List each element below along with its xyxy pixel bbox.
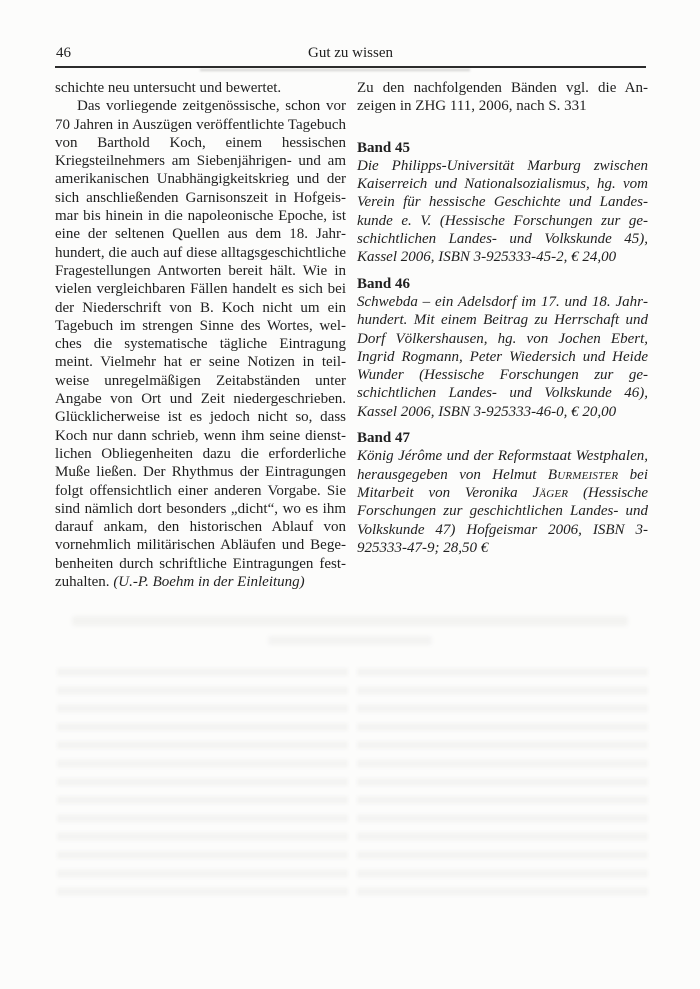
band-heading: Band 45 (357, 139, 410, 156)
editor-credit: (U.-P. Boehm in der Einleitung) (113, 574, 305, 591)
band-description: Die Philipps-Universität Marburg zwischen Kaiserreich und Nationalsozialismus, hg. vom Verein für hessische Geschichte und Landeskunde e. V. (Hessische Forschungen zur geschichtlichen Landes- und Volkskunde 45), Kassel 2006, ISBN 3-925333-45-2, € 24,00 (357, 157, 648, 266)
header-rule-smudge (200, 69, 470, 71)
author-name-smallcaps: Burmeister (547, 466, 619, 483)
bleedthrough-right-column (357, 668, 648, 896)
bleedthrough-heading-line (72, 616, 628, 626)
band-description: Schwebda – ein Adelsdorf im 17. und 18. Jahrhundert. Mit einem Beitrag zu Herrschaft und Dorf Völkershausen, hg. von Jochen Ebert, Ingrid Rogmann, Peter Wiedersich und Heide Wunder (Hessische Forschungen zur geschichtlichen Landes- und Volkskunde 46), Kassel 2006, ISBN 3-925333-46-0, € 20,00 (357, 293, 648, 420)
band-text-segment: (Hessische Forschungen zur geschichtlichen Landes- und Volkskunde 47) Hofgeismar 2006, ISBN 3-925333-47-9; 28,50 € (357, 484, 648, 556)
intro-note: Zu den nachfolgenden Bänden vgl. die Anzeigen in ZHG 111, 2006, nach S. 331 (357, 80, 648, 115)
left-text-column (55, 79, 346, 591)
bleedthrough-left-column (57, 668, 348, 896)
band-heading: Band 46 (357, 275, 410, 292)
paragraph-main (55, 97, 346, 591)
band-entry-45 (357, 139, 648, 267)
band-description (357, 447, 648, 557)
author-name-smallcaps: Jäger (532, 484, 569, 501)
page-header (55, 45, 646, 69)
running-title: Gut zu wissen (308, 45, 393, 61)
right-text-column (357, 79, 648, 557)
band-heading: Band 47 (357, 430, 410, 447)
band-entry-46 (357, 275, 648, 421)
paragraph-continuation: schichte neu untersucht und bewertet. (55, 80, 282, 96)
band-entry-47 (357, 429, 648, 557)
band-text-segment: bei Mitarbeit von Veronika (357, 466, 648, 501)
paragraph-main-text: Das vorliegende zeitgenössische, schon vor 70 Jahren in Auszügen veröffentlichte Tagebuch von Barthold Koch, einem hessischen Kriegsteilnehmers am Siebenjährigen- und am amerikanischen Unabhängigkeitskrieg und der sich anschließenden Garnisonszeit in Hofgeismar bis hinein in die napoleonische Epoche, ist eine der seltenen Quellen aus dem 18. Jahrhundert, die auch auf diese alltagsgeschichtliche Fragestellungen Antworten bereit hält. Wie in vielen vergleichbaren Fällen handelt es sich bei der Niederschrift von B. Koch nicht um ein Tagebuch im strengen Sinne des Wortes, welches die systematische tägliche Eintragung meint. Vielmehr hat er seine Notizen in teilweise unregelmäßigen Zeitabständen unter Angabe von Ort und Zeit niedergeschrieben. Glücklicherweise ist es jedoch nicht so, dass Koch nur dann schrieb, wenn ihm seine dienstlichen Obliegenheiten dazu die erforderliche Muße ließen. Der Rhythmus der Eintragungen folgt offensichtlich einer anderen Vorgabe. Sie sind nämlich dort besonders „dicht“, wo es ihm darauf ankam, den historischen Ablauf von vornehmlich militärischen Abläufen und Begebenheiten durch schriftliche Eintragungen festzuhalten. (55, 98, 346, 591)
header-rule (55, 66, 646, 68)
band-text-segment: König Jérôme und der Reformstaat Westphalen, herausgegeben von Helmut (357, 448, 648, 483)
bleedthrough-heading-line (268, 636, 432, 645)
page-number: 46 (56, 45, 71, 61)
